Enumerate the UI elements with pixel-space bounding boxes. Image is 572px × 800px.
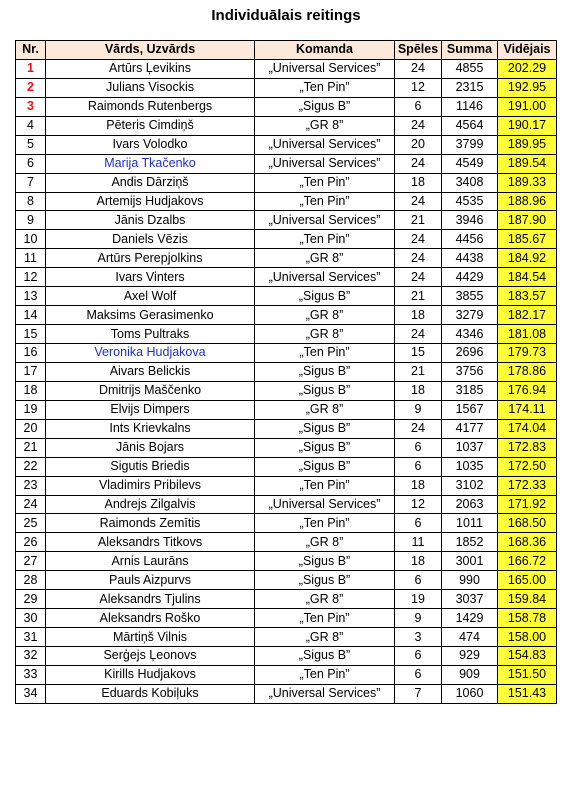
sum-cell: 1035	[442, 457, 498, 476]
header-avg: Vidējais	[498, 41, 557, 60]
games-cell: 6	[395, 514, 442, 533]
sum-cell: 1852	[442, 533, 498, 552]
sum-cell: 3279	[442, 306, 498, 325]
games-cell: 18	[395, 381, 442, 400]
sum-cell: 4438	[442, 249, 498, 268]
table-row	[16, 344, 557, 363]
games-cell: 24	[395, 249, 442, 268]
table-row	[16, 552, 557, 571]
games-cell: 18	[395, 476, 442, 495]
games-cell: 6	[395, 665, 442, 684]
average-cell: 187.90	[498, 211, 557, 230]
team-cell: „GR 8”	[255, 249, 395, 268]
name-cell: Ivars Vinters	[46, 268, 255, 287]
sum-cell: 990	[442, 571, 498, 590]
name-cell: Aleksandrs Titkovs	[46, 533, 255, 552]
name-cell: Raimonds Zemītis	[46, 514, 255, 533]
team-cell: „GR 8”	[255, 116, 395, 135]
average-cell: 168.50	[498, 514, 557, 533]
games-cell: 24	[395, 116, 442, 135]
sum-cell: 4564	[442, 116, 498, 135]
average-cell: 174.04	[498, 419, 557, 438]
rank-cell: 27	[16, 552, 46, 571]
team-cell: „Ten Pin”	[255, 344, 395, 363]
name-cell: Aleksandrs Roško	[46, 609, 255, 628]
team-cell: „Ten Pin”	[255, 173, 395, 192]
sum-cell: 3756	[442, 362, 498, 381]
name-cell: Pēteris Cimdiņš	[46, 116, 255, 135]
table-row	[16, 647, 557, 666]
sum-cell: 2315	[442, 78, 498, 97]
games-cell: 11	[395, 533, 442, 552]
rank-cell: 25	[16, 514, 46, 533]
team-cell: „Sigus B”	[255, 287, 395, 306]
team-cell: „GR 8”	[255, 590, 395, 609]
rank-cell: 7	[16, 173, 46, 192]
team-cell: „Ten Pin”	[255, 230, 395, 249]
rank-cell: 9	[16, 211, 46, 230]
average-cell: 166.72	[498, 552, 557, 571]
team-cell: „GR 8”	[255, 400, 395, 419]
team-cell: „Universal Services”	[255, 684, 395, 703]
team-cell: „Sigus B”	[255, 571, 395, 590]
table-row	[16, 628, 557, 647]
average-cell: 189.54	[498, 154, 557, 173]
average-cell: 183.57	[498, 287, 557, 306]
name-cell: Artūrs Ļevikins	[46, 59, 255, 78]
name-cell: Mārtiņš Vilnis	[46, 628, 255, 647]
table-row	[16, 192, 557, 211]
name-cell: Jānis Dzalbs	[46, 211, 255, 230]
table-row	[16, 78, 557, 97]
table-row	[16, 173, 557, 192]
sum-cell: 1037	[442, 438, 498, 457]
games-cell: 15	[395, 344, 442, 363]
name-cell: Artemijs Hudjakovs	[46, 192, 255, 211]
header-team: Komanda	[255, 41, 395, 60]
team-cell: „Universal Services”	[255, 495, 395, 514]
name-cell: Veronika Hudjakova	[46, 344, 255, 363]
table-row	[16, 400, 557, 419]
name-cell: Daniels Vēzis	[46, 230, 255, 249]
team-cell: „Ten Pin”	[255, 476, 395, 495]
average-cell: 151.43	[498, 684, 557, 703]
sum-cell: 3855	[442, 287, 498, 306]
sum-cell: 3408	[442, 173, 498, 192]
table-row	[16, 476, 557, 495]
table-row	[16, 211, 557, 230]
rank-cell: 31	[16, 628, 46, 647]
games-cell: 21	[395, 362, 442, 381]
header-name: Vārds, Uzvārds	[46, 41, 255, 60]
sum-cell: 929	[442, 647, 498, 666]
games-cell: 6	[395, 457, 442, 476]
average-cell: 165.00	[498, 571, 557, 590]
name-cell: Artūrs Perepjolkins	[46, 249, 255, 268]
average-cell: 179.73	[498, 344, 557, 363]
sum-cell: 4429	[442, 268, 498, 287]
table-row	[16, 665, 557, 684]
average-cell: 172.50	[498, 457, 557, 476]
sum-cell: 1567	[442, 400, 498, 419]
team-cell: „Sigus B”	[255, 97, 395, 116]
rank-cell: 32	[16, 647, 46, 666]
name-cell: Jānis Bojars	[46, 438, 255, 457]
team-cell: „Universal Services”	[255, 135, 395, 154]
average-cell: 192.95	[498, 78, 557, 97]
rank-cell: 17	[16, 362, 46, 381]
sum-cell: 1011	[442, 514, 498, 533]
name-cell: Raimonds Rutenbergs	[46, 97, 255, 116]
sum-cell: 2063	[442, 495, 498, 514]
average-cell: 202.29	[498, 59, 557, 78]
name-cell: Maksims Gerasimenko	[46, 306, 255, 325]
sum-cell: 3185	[442, 381, 498, 400]
sum-cell: 1060	[442, 684, 498, 703]
header-games: Spēles	[395, 41, 442, 60]
rank-cell: 10	[16, 230, 46, 249]
games-cell: 24	[395, 230, 442, 249]
name-cell: Andis Dārziņš	[46, 173, 255, 192]
team-cell: „GR 8”	[255, 628, 395, 647]
sum-cell: 3799	[442, 135, 498, 154]
games-cell: 9	[395, 609, 442, 628]
average-cell: 189.95	[498, 135, 557, 154]
table-row	[16, 457, 557, 476]
games-cell: 6	[395, 97, 442, 116]
average-cell: 158.78	[498, 609, 557, 628]
rank-cell: 8	[16, 192, 46, 211]
sum-cell: 4177	[442, 419, 498, 438]
table-row	[16, 381, 557, 400]
rank-cell: 29	[16, 590, 46, 609]
header-nr: Nr.	[16, 41, 46, 60]
name-cell: Sigutis Briedis	[46, 457, 255, 476]
games-cell: 24	[395, 192, 442, 211]
team-cell: „Sigus B”	[255, 457, 395, 476]
team-cell: „Sigus B”	[255, 381, 395, 400]
name-cell: Arnis Laurāns	[46, 552, 255, 571]
rank-cell: 12	[16, 268, 46, 287]
sum-cell: 4535	[442, 192, 498, 211]
rank-cell: 26	[16, 533, 46, 552]
rank-cell: 2	[16, 78, 46, 97]
games-cell: 24	[395, 268, 442, 287]
table-header	[16, 41, 557, 60]
average-cell: 174.11	[498, 400, 557, 419]
average-cell: 182.17	[498, 306, 557, 325]
table-body	[16, 59, 557, 703]
table-row	[16, 438, 557, 457]
games-cell: 9	[395, 400, 442, 419]
table-row	[16, 684, 557, 703]
games-cell: 18	[395, 306, 442, 325]
games-cell: 21	[395, 211, 442, 230]
table-row	[16, 268, 557, 287]
rank-cell: 15	[16, 325, 46, 344]
rank-cell: 23	[16, 476, 46, 495]
table-row	[16, 116, 557, 135]
team-cell: „GR 8”	[255, 306, 395, 325]
table-row	[16, 514, 557, 533]
games-cell: 6	[395, 438, 442, 457]
team-cell: „Sigus B”	[255, 647, 395, 666]
rank-cell: 30	[16, 609, 46, 628]
sum-cell: 3946	[442, 211, 498, 230]
average-cell: 176.94	[498, 381, 557, 400]
table-row	[16, 135, 557, 154]
team-cell: „Ten Pin”	[255, 78, 395, 97]
games-cell: 12	[395, 495, 442, 514]
average-cell: 158.00	[498, 628, 557, 647]
table-row	[16, 571, 557, 590]
name-cell: Pauls Aizpurvs	[46, 571, 255, 590]
sum-cell: 4549	[442, 154, 498, 173]
table-row	[16, 362, 557, 381]
games-cell: 20	[395, 135, 442, 154]
rank-cell: 6	[16, 154, 46, 173]
table-row	[16, 230, 557, 249]
average-cell: 168.36	[498, 533, 557, 552]
rank-cell: 5	[16, 135, 46, 154]
team-cell: „Sigus B”	[255, 362, 395, 381]
rank-cell: 11	[16, 249, 46, 268]
games-cell: 18	[395, 173, 442, 192]
table-row	[16, 495, 557, 514]
team-cell: „GR 8”	[255, 533, 395, 552]
name-cell: Ints Krievkalns	[46, 419, 255, 438]
page-title: Individuālais reitings	[211, 7, 361, 24]
team-cell: „Universal Services”	[255, 211, 395, 230]
average-cell: 188.96	[498, 192, 557, 211]
name-cell: Julians Visockis	[46, 78, 255, 97]
average-cell: 184.92	[498, 249, 557, 268]
sum-cell: 3037	[442, 590, 498, 609]
name-cell: Axel Wolf	[46, 287, 255, 306]
rank-cell: 13	[16, 287, 46, 306]
name-cell: Kirills Hudjakovs	[46, 665, 255, 684]
table-row	[16, 590, 557, 609]
games-cell: 24	[395, 59, 442, 78]
games-cell: 7	[395, 684, 442, 703]
rank-cell: 22	[16, 457, 46, 476]
rank-cell: 20	[16, 419, 46, 438]
games-cell: 21	[395, 287, 442, 306]
table-row	[16, 419, 557, 438]
rank-cell: 28	[16, 571, 46, 590]
name-cell: Marija Tkačenko	[46, 154, 255, 173]
name-cell: Dmitrijs Maščenko	[46, 381, 255, 400]
table-row	[16, 609, 557, 628]
table-row	[16, 154, 557, 173]
rank-cell: 19	[16, 400, 46, 419]
rank-cell: 21	[16, 438, 46, 457]
name-cell: Serģejs Ļeonovs	[46, 647, 255, 666]
table-row	[16, 325, 557, 344]
games-cell: 24	[395, 419, 442, 438]
rank-cell: 33	[16, 665, 46, 684]
team-cell: „Universal Services”	[255, 59, 395, 78]
average-cell: 191.00	[498, 97, 557, 116]
name-cell: Toms Pultraks	[46, 325, 255, 344]
rank-cell: 1	[16, 59, 46, 78]
rank-cell: 4	[16, 116, 46, 135]
header-row	[16, 41, 557, 60]
average-cell: 159.84	[498, 590, 557, 609]
name-cell: Aivars Belickis	[46, 362, 255, 381]
team-cell: „Universal Services”	[255, 154, 395, 173]
sum-cell: 909	[442, 665, 498, 684]
average-cell: 151.50	[498, 665, 557, 684]
average-cell: 172.83	[498, 438, 557, 457]
team-cell: „Ten Pin”	[255, 609, 395, 628]
games-cell: 6	[395, 647, 442, 666]
average-cell: 184.54	[498, 268, 557, 287]
sum-cell: 3102	[442, 476, 498, 495]
table-row	[16, 59, 557, 78]
games-cell: 12	[395, 78, 442, 97]
sum-cell: 1146	[442, 97, 498, 116]
team-cell: „Ten Pin”	[255, 665, 395, 684]
average-cell: 171.92	[498, 495, 557, 514]
team-cell: „Sigus B”	[255, 552, 395, 571]
team-cell: „Sigus B”	[255, 438, 395, 457]
rank-cell: 24	[16, 495, 46, 514]
sum-cell: 4456	[442, 230, 498, 249]
name-cell: Aleksandrs Tjulins	[46, 590, 255, 609]
games-cell: 24	[395, 154, 442, 173]
sum-cell: 2696	[442, 344, 498, 363]
team-cell: „GR 8”	[255, 325, 395, 344]
name-cell: Eduards Kobiļuks	[46, 684, 255, 703]
ranking-table	[15, 40, 557, 704]
team-cell: „Sigus B”	[255, 419, 395, 438]
table-row	[16, 287, 557, 306]
header-sum: Summa	[442, 41, 498, 60]
sum-cell: 4346	[442, 325, 498, 344]
team-cell: „Universal Services”	[255, 268, 395, 287]
sum-cell: 4855	[442, 59, 498, 78]
games-cell: 18	[395, 552, 442, 571]
sum-cell: 474	[442, 628, 498, 647]
average-cell: 189.33	[498, 173, 557, 192]
average-cell: 178.86	[498, 362, 557, 381]
average-cell: 172.33	[498, 476, 557, 495]
average-cell: 181.08	[498, 325, 557, 344]
games-cell: 19	[395, 590, 442, 609]
table-row	[16, 306, 557, 325]
table-row	[16, 249, 557, 268]
average-cell: 154.83	[498, 647, 557, 666]
table-row	[16, 97, 557, 116]
name-cell: Elvijs Dimpers	[46, 400, 255, 419]
sum-cell: 3001	[442, 552, 498, 571]
rank-cell: 16	[16, 344, 46, 363]
table-row	[16, 533, 557, 552]
games-cell: 3	[395, 628, 442, 647]
games-cell: 24	[395, 325, 442, 344]
name-cell: Vladimirs Pribilevs	[46, 476, 255, 495]
average-cell: 185.67	[498, 230, 557, 249]
sum-cell: 1429	[442, 609, 498, 628]
rank-cell: 34	[16, 684, 46, 703]
average-cell: 190.17	[498, 116, 557, 135]
team-cell: „Ten Pin”	[255, 192, 395, 211]
name-cell: Ivars Volodko	[46, 135, 255, 154]
team-cell: „Ten Pin”	[255, 514, 395, 533]
games-cell: 6	[395, 571, 442, 590]
rank-cell: 3	[16, 97, 46, 116]
rank-cell: 18	[16, 381, 46, 400]
name-cell: Andrejs Zilgalvis	[46, 495, 255, 514]
rank-cell: 14	[16, 306, 46, 325]
